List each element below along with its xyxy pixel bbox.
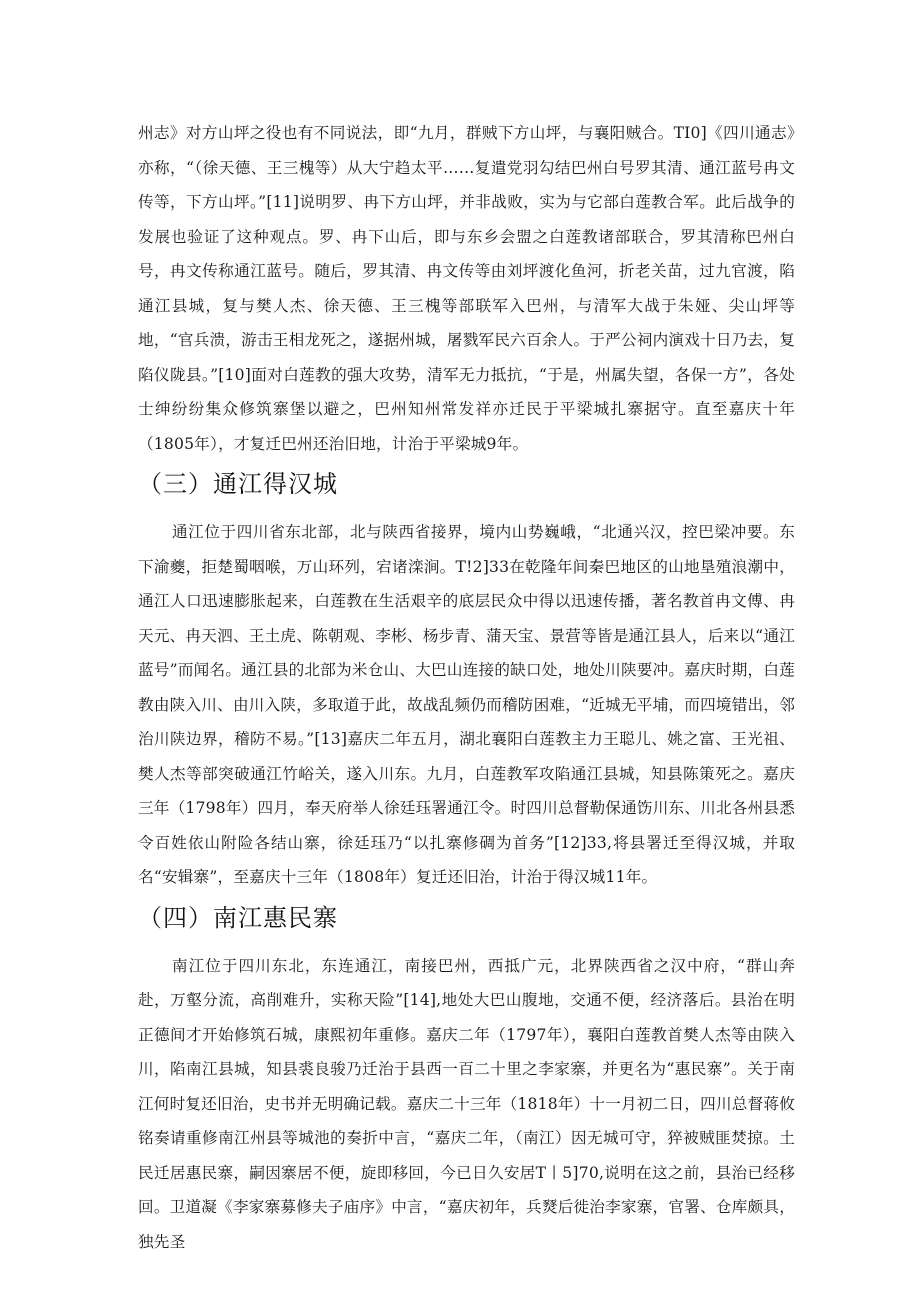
paragraph-nanjiang-huimin: 南江位于四川东北，东连通江，南接巴州，西抵广元，北界陕西省之汉中府，“群山奔赴，万壑分流，高削难升，实称天险”[14],地处大巴山腹地，交通不便，经济落后。县治在明正德间才开始修筑石城，康熙初年重修。嘉庆二年（1797年），襄阳白莲教首樊人杰等由陕入川，陷南江县城，知县裘良骏乃迁治于县西一百二十里之李家寨，并更名为“惠民寨”。关于南江何时复还旧治，史书并无明确记载。嘉庆二十三年（1818年）十一月初二日，四川总督蒋攸铭奏请重修南江州县等城池的奏折中言，“嘉庆二年，（南江）因无城可守，猝被贼匪焚掠。土民迁居惠民寨，嗣因寨居不便，旋即移回，今已日久安居T丨5]70,说明在这之前，县治已经移回。卫道凝《李家寨募修夫子庙序》中言，“嘉庆初年，兵燹后徙治李家寨，官署、仓库颇具，独先圣 [138,956,795,1251]
section-heading-nanjiang: （四）南江惠民寨 [138,903,338,932]
paragraph-bazhou-pingliang: 州志》对方山坪之役也有不同说法，即“九月，群贼下方山坪，与襄阳贼合。TI0]《四川通志》亦称，“（徐天德、王三槐等）从大宁趋太平……复遣党羽勾结巴州白号罗其清、通江蓝号冉文传等，下方山坪。”[11]说明罗、冉下方山坪，并非战败，实为与它部白莲教合军。此后战争的发展也验证了这种观点。罗、冉下山后，即与东乡会盟之白莲教诸部联合，罗其清称巴州白号，冉文传称通江蓝号。随后，罗其清、冉文传等由刘坪渡化鱼河，折老关苗，过九官渡，陷通江县城，复与樊人杰、徐天德、王三槐等部联军入巴州，与清军大战于朱娅、尖山坪等地，“官兵溃，游击王相龙死之，遂据州城，屠戮军民六百余人。于严公祠内演戏十日乃去，复陷仪陇县。”[10]面对白莲教的强大攻势，清军无力抵抗，“于是，州属失望，各保一方”，各处士绅纷纷集众修筑寨堡以避之，巴州知州常发祥亦迁民于平梁城扎寨据守。直至嘉庆十年（1805年），才复迁巴州还治旧地，计治于平梁城9年。 [138,124,795,453]
section-heading-tongjiang: （三）通江得汉城 [138,470,338,498]
document-page [138,116,795,1259]
paragraph-tongjiang-dehan: 通江位于四川省东北部，北与陕西省接界，境内山势巍峨，“北通兴汉，控巴梁冲要。东下渝夔，拒楚蜀咽喉，万山环列，宕诸滦涧。T!2]33在乾隆年间秦巴地区的山地垦殖浪潮中，通江人口迅速膨胀起来，白莲教在生活艰辛的底层民众中得以迅速传播，著名教首冉文傅、冉天元、冉天泗、王土虎、陈朝观、李彬、杨步青、蒲天宝、景营等皆是通江县人，后来以“通江蓝号”而闻名。通江县的北部为米仓山、大巴山连接的缺口处，地处川陕要冲。嘉庆时期，白莲教由陕入川、由川入陕，多取道于此，故战乱频仍而稽防困难，“近城无平埔，而四境错出，邻治川陕边界，稽防不易。”[13]嘉庆二年五月，湖北襄阳白莲教主力王聪儿、姚之富、王光祖、樊人杰等部突破通江竹峪关，遂入川东。九月，白莲教军攻陷通江县城，知县陈策死之。嘉庆三年（1798年）四月，奉天府举人徐廷珏署通江令。时四川总督勒保通饬川东、川北各州县悉令百姓依山附险各结山寨，徐廷珏乃“以扎寨修碉为首务”[12]33,将县署迁至得汉城，并取名“安辑寨”，至嘉庆十三年（1808年）复迁还旧治，计治于得汉城11年。 [138,523,795,886]
